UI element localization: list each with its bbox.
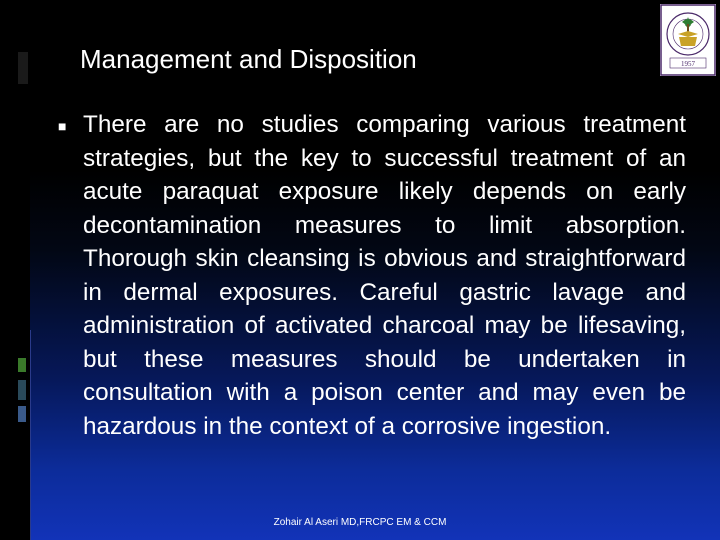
university-seal-icon [660, 4, 716, 76]
slide-footer: Zohair Al Aseri MD,FRCPC EM & CCM [273, 517, 447, 528]
decorative-bar [18, 406, 26, 422]
decorative-line [30, 330, 31, 540]
decorative-bar [18, 52, 28, 84]
bullet-icon: ■ [58, 118, 67, 134]
decorative-bar [18, 358, 26, 372]
slide-title: Management and Disposition [80, 44, 417, 74]
svg-text:1957: 1957 [681, 60, 695, 68]
bullet-paragraph: There are no studies comparing various treatment strategies, but the key to successful treatment of an acute paraquat exposure likely depends on early decontamination measures to limit absorption. Thorough skin cleansing is obvious and straightforward in dermal exposures. Careful gastric lavage and administration of activated charcoal may be lifesaving, but these measures should be undertaken in consultation with a poison center and may even be hazardous in the context of a corrosive ingestion. [83, 111, 686, 440]
decorative-bar [18, 380, 26, 400]
